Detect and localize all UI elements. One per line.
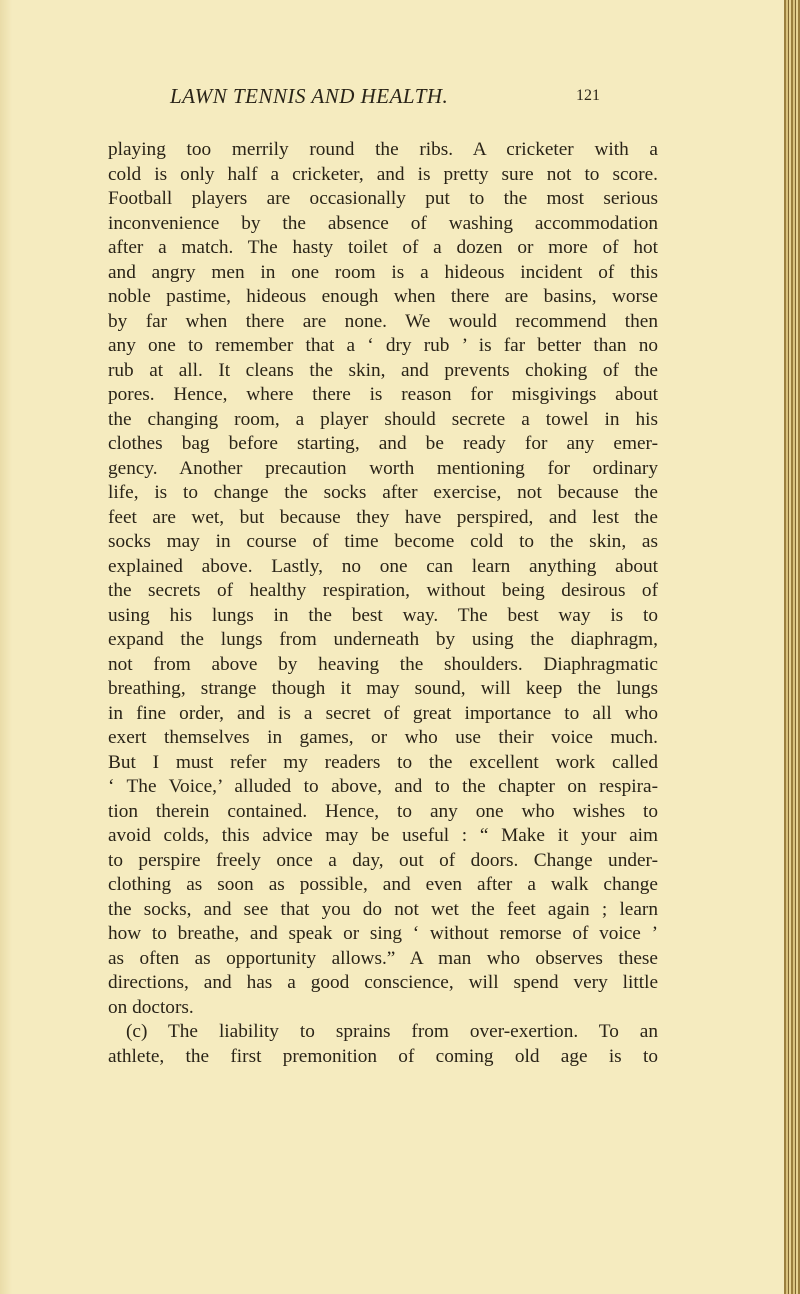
text-line: (c) The liability to sprains from over-exertion. To an (126, 1021, 658, 1042)
text-line: on doctors. (108, 996, 194, 1018)
text-line: any one to remember that a ‘ dry rub ’ is far better than no (108, 335, 658, 356)
text-line: playing too merrily round the ribs. A cricketer with a (108, 139, 658, 160)
text-line: breathing, strange though it may sound, will keep the lungs (108, 678, 658, 699)
text-line: exert themselves in games, or who use their voice much. (108, 727, 658, 748)
text-line: clothing as soon as possible, and even after a walk change (108, 874, 658, 895)
book-page-edges (784, 0, 800, 1294)
text-line: socks may in course of time become cold to the skin, as (108, 531, 658, 552)
text-line: cold is only half a cricketer, and is pretty sure not to score. (108, 163, 658, 185)
text-line: inconvenience by the absence of washing accommodation (108, 212, 658, 234)
running-title: LAWN TENNIS AND HEALTH. (170, 84, 449, 108)
text-line: the socks, and see that you do not wet the feet again ; learn (108, 898, 658, 920)
text-line: after a match. The hasty toilet of a dozen or more of hot (108, 237, 658, 258)
text-line: and angry men in one room is a hideous incident of this (108, 261, 658, 283)
text-line: directions, and has a good conscience, will spend very little (108, 972, 658, 993)
page-gutter-shade (0, 0, 12, 1294)
text-line: expand the lungs from underneath by using the diaphragm, (108, 629, 658, 650)
text-line: rub at all. It cleans the skin, and prevents choking of the (108, 359, 658, 381)
text-line: the secrets of healthy respiration, without being desirous of (108, 580, 658, 601)
text-line: using his lungs in the best way. The best way is to (108, 604, 658, 626)
text-line: in fine order, and is a secret of great importance to all who (108, 702, 658, 724)
text-line: Football players are occasionally put to the most serious (108, 188, 658, 209)
text-line: feet are wet, but because they have perspired, and lest the (108, 506, 658, 528)
body-text (108, 138, 658, 1069)
text-line: life, is to change the socks after exercise, not because the (108, 482, 658, 503)
text-line: athlete, the first premonition of coming old age is to (108, 1045, 658, 1067)
text-line: to perspire freely once a day, out of doors. Change under- (108, 849, 658, 871)
text-line: the changing room, a player should secrete a towel in his (108, 408, 658, 430)
text-line: pores. Hence, where there is reason for misgivings about (108, 384, 658, 405)
text-line: avoid colds, this advice may be useful : “ Make it your aim (108, 825, 658, 846)
page-header (160, 84, 600, 114)
text-line: ‘ The Voice,’ alluded to above, and to the chapter on respira- (108, 776, 658, 797)
text-line: tion therein contained. Hence, to any one who wishes to (108, 800, 658, 822)
text-line: clothes bag before starting, and be ready for any emer- (108, 433, 658, 454)
text-line: noble pastime, hideous enough when there are basins, worse (108, 286, 658, 307)
page-number: 121 (576, 87, 600, 104)
text-line: by far when there are none. We would recommend then (108, 310, 658, 332)
text-line: how to breathe, and speak or sing ‘ without remorse of voice ’ (108, 923, 658, 944)
text-line: not from above by heaving the shoulders. Diaphragmatic (108, 653, 658, 675)
text-line: as often as opportunity allows.” A man who observes these (108, 947, 658, 969)
text-line: explained above. Lastly, no one can learn anything about (108, 555, 658, 577)
text-line: But I must refer my readers to the excellent work called (108, 751, 658, 773)
text-line: gency. Another precaution worth mentioning for ordinary (108, 457, 658, 479)
